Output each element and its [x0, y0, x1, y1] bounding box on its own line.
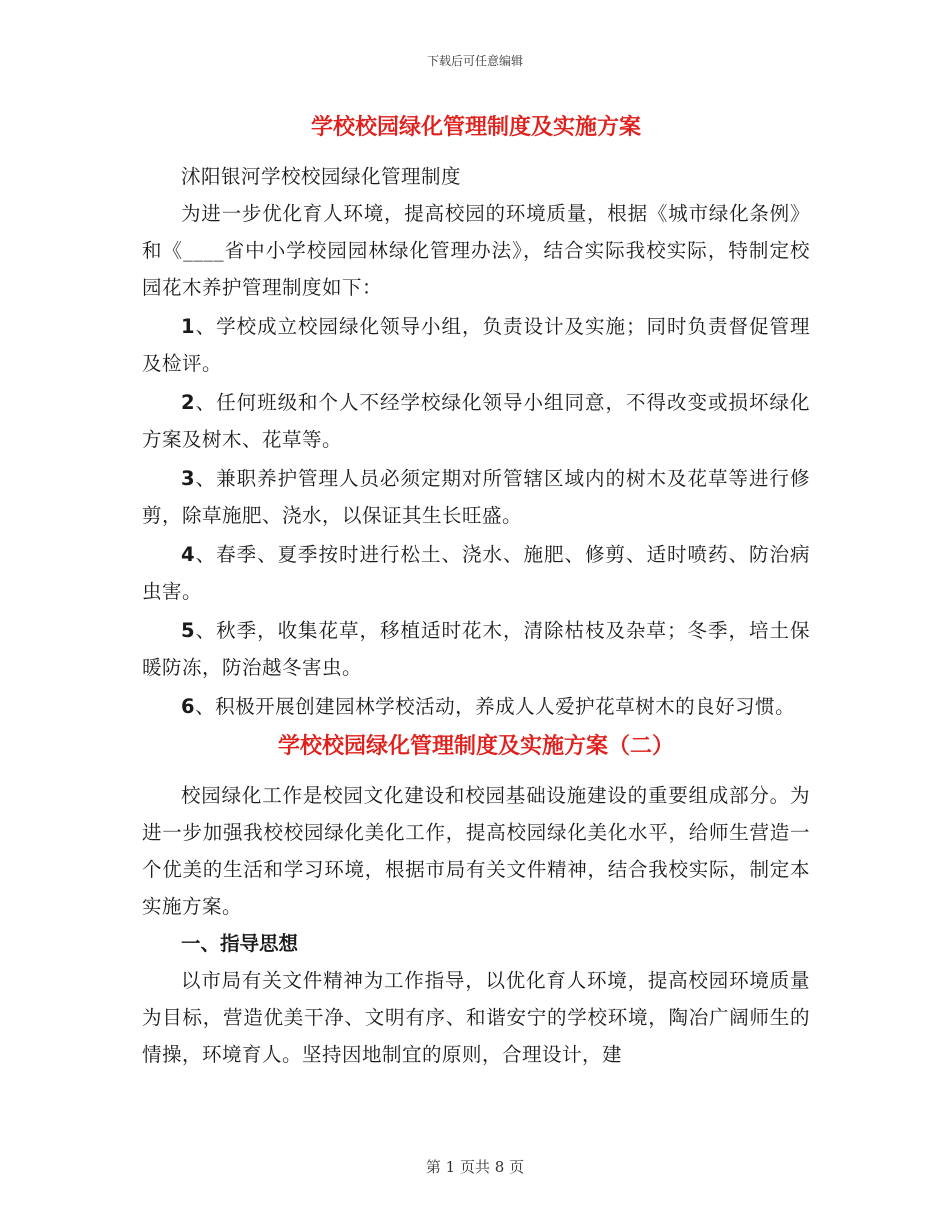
- list-item: [142, 612, 810, 686]
- page-header: 下载后可任意编辑: [426, 54, 523, 68]
- intro-paragraph: 为进一步优化育人环境，提高校园的环境质量，根据《城市绿化条例》和《____省中小学校园园林绿化管理办法》，结合实际我校实际，特制定校园花木养护管理制度如下：: [142, 202, 810, 299]
- document-title: 学校校园绿化管理制度及实施方案: [310, 115, 641, 140]
- item-text: 、学校成立校园绿化领导小组，负责设计及实施；同时负责督促管理及检评。: [142, 315, 810, 375]
- item-number: 2: [181, 391, 196, 414]
- item-number: 3: [181, 467, 196, 490]
- section-title: 学校校园绿化管理制度及实施方案（二）: [277, 734, 674, 759]
- item-text: 、春季、夏季按时进行松土、浇水、施肥、修剪、适时喷药、防治病虫害。: [142, 543, 810, 603]
- item-text: 、兼职养护管理人员必须定期对所管辖区域内的树木及花草等进行修剪，除草施肥、浇水，以保证其生长旺盛。: [142, 467, 810, 527]
- page-footer: 第 1 页共 8 页: [425, 1158, 525, 1176]
- item-number: 1: [181, 315, 196, 338]
- list-item: [142, 536, 810, 610]
- list-item: [142, 460, 810, 534]
- item-text: 、积极开展创建园林学校活动，养成人人爱护花草树木的良好习惯。: [195, 695, 796, 718]
- item-number: 5: [181, 619, 196, 642]
- list-item: [142, 308, 810, 382]
- document-body: [142, 112, 810, 1073]
- list-item: [142, 688, 810, 725]
- item-text: 、秋季，收集花草，移植适时花木，清除枯枝及杂草；冬季，培土保暖防冻，防治越冬害虫。: [142, 619, 810, 679]
- subtitle-paragraph: 沭阳银河学校校园绿化管理制度: [181, 165, 462, 188]
- item-number: 6: [181, 695, 196, 718]
- list-item: [142, 384, 810, 458]
- section-paragraph: 以市局有关文件精神为工作指导，以优化育人环境，提高校园环境质量为目标，营造优美干净、文明有序、和谐安宁的学校环境，陶冶广阔师生的情操，环境育人。坚持因地制宜的原则，合理设计，建: [142, 969, 810, 1066]
- section-heading: 一、指导思想: [181, 932, 299, 955]
- item-text: 、任何班级和个人不经学校绿化领导小组同意，不得改变或损坏绿化方案及树木、花草等。: [142, 391, 810, 451]
- section-paragraph: 校园绿化工作是校园文化建设和校园基础设施建设的重要组成部分。为进一步加强我校校园绿化美化工作，提高校园绿化美化水平，给师生营造一个优美的生活和学习环境，根据市局有关文件精神，结合我校实际，制定本实施方案。: [142, 784, 810, 918]
- item-number: 4: [181, 543, 196, 566]
